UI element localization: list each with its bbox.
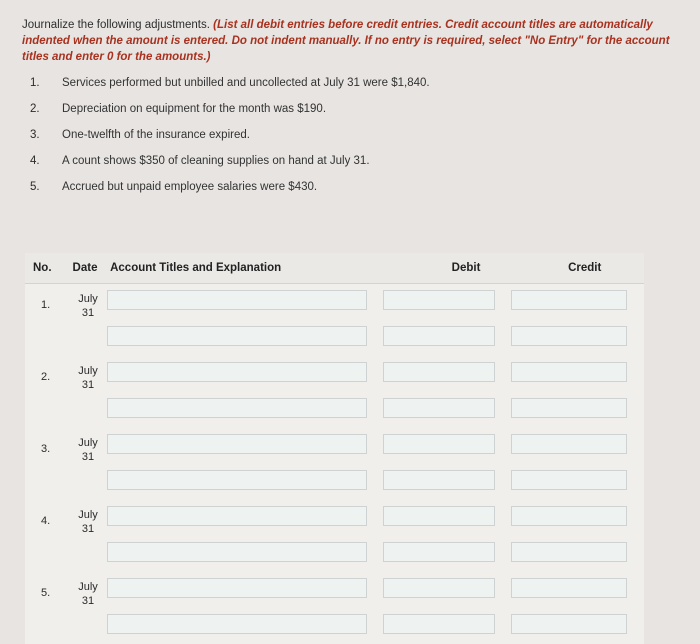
header-account: Account Titles and Explanation xyxy=(110,262,282,274)
list-item xyxy=(30,70,650,96)
entry-day: 31 xyxy=(81,523,95,535)
entry-date xyxy=(73,364,103,392)
debit-input[interactable] xyxy=(383,290,495,310)
account-title-input[interactable] xyxy=(107,434,367,454)
credit-input[interactable] xyxy=(511,290,627,310)
credit-input[interactable] xyxy=(511,542,627,562)
debit-input[interactable] xyxy=(383,578,495,598)
entry-month: July xyxy=(78,509,98,521)
journal-line xyxy=(107,398,627,420)
list-item xyxy=(30,122,650,148)
account-title-input[interactable] xyxy=(107,326,367,346)
credit-input[interactable] xyxy=(511,398,627,418)
account-title-input[interactable] xyxy=(107,470,367,490)
entry-day: 31 xyxy=(81,307,95,319)
entry-date xyxy=(73,436,103,464)
account-title-input[interactable] xyxy=(107,506,367,526)
table-row xyxy=(25,572,644,644)
account-title-input[interactable] xyxy=(107,362,367,382)
journal-line xyxy=(107,542,627,564)
account-title-input[interactable] xyxy=(107,542,367,562)
adjustment-number: 2. xyxy=(30,103,40,115)
adjustment-number: 3. xyxy=(30,129,40,141)
journal-line xyxy=(107,506,627,528)
entry-date xyxy=(73,292,103,320)
adjustment-text: Depreciation on equipment for the month was $190. xyxy=(62,103,327,115)
header-date: Date xyxy=(72,262,98,274)
entry-day: 31 xyxy=(81,379,95,391)
list-item xyxy=(30,174,650,200)
adjustment-number: 1. xyxy=(30,77,40,89)
adjustment-text: Accrued but unpaid employee salaries were $430. xyxy=(62,181,318,193)
entry-month: July xyxy=(78,437,98,449)
entry-date xyxy=(73,580,103,608)
adjustments-list xyxy=(30,70,650,200)
entry-number: 3. xyxy=(41,443,51,455)
entry-date xyxy=(73,508,103,536)
adjustment-number: 4. xyxy=(30,155,40,167)
account-title-input[interactable] xyxy=(107,398,367,418)
instructions-lead: Journalize the following adjustments. xyxy=(22,19,210,31)
entry-day: 31 xyxy=(81,595,95,607)
journal-table xyxy=(25,253,644,644)
debit-input[interactable] xyxy=(383,362,495,382)
debit-input[interactable] xyxy=(383,326,495,346)
account-title-input[interactable] xyxy=(107,290,367,310)
account-title-input[interactable] xyxy=(107,614,367,634)
table-row xyxy=(25,428,644,500)
credit-input[interactable] xyxy=(511,362,627,382)
credit-input[interactable] xyxy=(511,506,627,526)
debit-input[interactable] xyxy=(383,506,495,526)
credit-input[interactable] xyxy=(511,434,627,454)
instructions xyxy=(22,17,682,65)
credit-input[interactable] xyxy=(511,326,627,346)
credit-input[interactable] xyxy=(511,578,627,598)
adjustment-text: A count shows $350 of cleaning supplies on hand at July 31. xyxy=(62,155,370,167)
debit-input[interactable] xyxy=(383,398,495,418)
table-row xyxy=(25,500,644,572)
instructions-rules: (List all debit entries before credit entries. Credit account titles are automatically indented when the amount is entered. Do not indent manually. If no entry is required, select "No Entry" for the account titles and enter 0 for the amounts.) xyxy=(22,19,670,63)
journal-line xyxy=(107,434,627,456)
credit-input[interactable] xyxy=(511,470,627,490)
credit-input[interactable] xyxy=(511,614,627,634)
entry-month: July xyxy=(78,581,98,593)
adjustment-number: 5. xyxy=(30,181,40,193)
account-title-input[interactable] xyxy=(107,578,367,598)
entry-month: July xyxy=(78,365,98,377)
entry-month: July xyxy=(78,293,98,305)
entry-number: 1. xyxy=(41,299,51,311)
adjustment-text: One-twelfth of the insurance expired. xyxy=(62,129,250,141)
entry-number: 4. xyxy=(41,515,51,527)
journal-line xyxy=(107,578,627,600)
journal-line xyxy=(107,614,627,636)
adjustment-text: Services performed but unbilled and uncollected at July 31 were $1,840. xyxy=(62,77,430,89)
entry-day: 31 xyxy=(81,451,95,463)
debit-input[interactable] xyxy=(383,470,495,490)
list-item xyxy=(30,96,650,122)
journal-line xyxy=(107,362,627,384)
header-credit: Credit xyxy=(568,262,602,274)
journal-line xyxy=(107,470,627,492)
debit-input[interactable] xyxy=(383,614,495,634)
header-no: No. xyxy=(33,262,52,274)
entry-number: 2. xyxy=(41,371,51,383)
table-header xyxy=(25,253,644,284)
debit-input[interactable] xyxy=(383,434,495,454)
journal-line xyxy=(107,290,627,312)
journal-line xyxy=(107,326,627,348)
table-row xyxy=(25,284,644,356)
header-debit: Debit xyxy=(451,262,481,274)
list-item xyxy=(30,148,650,174)
debit-input[interactable] xyxy=(383,542,495,562)
table-row xyxy=(25,356,644,428)
entry-number: 5. xyxy=(41,587,51,599)
